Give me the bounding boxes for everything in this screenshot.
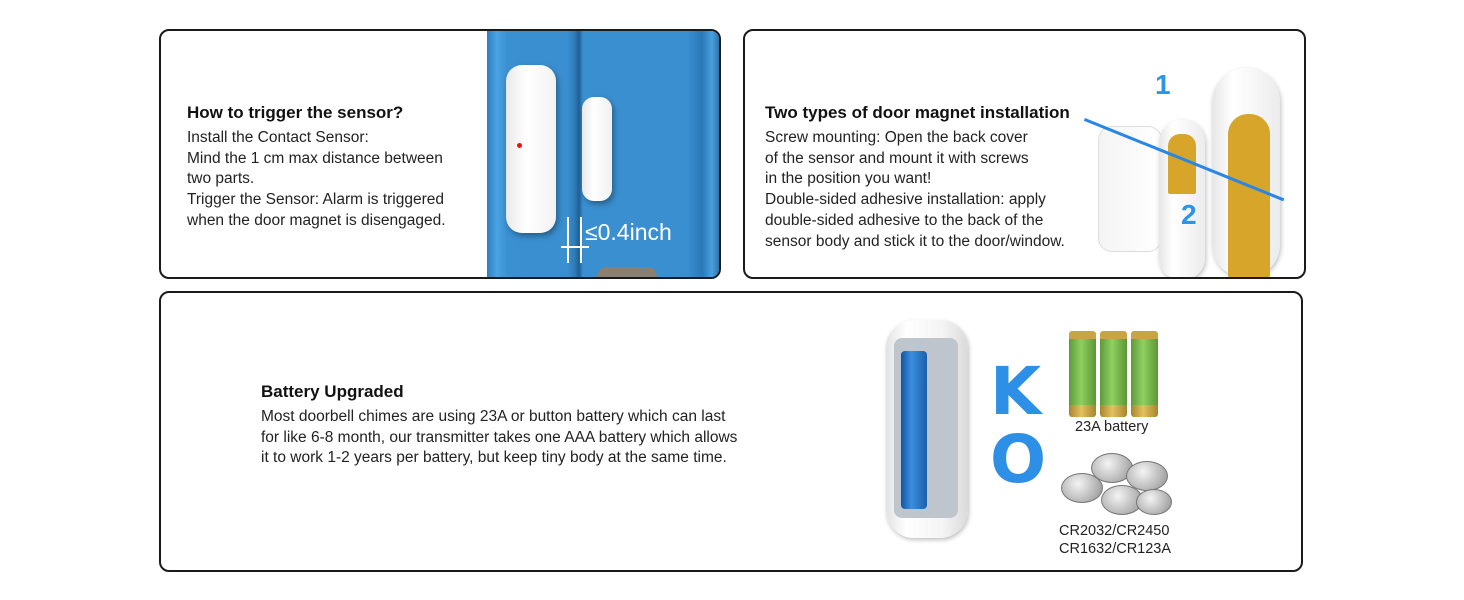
battery-23a-cap [1069, 331, 1096, 339]
installation-line: in the position you want! [765, 170, 932, 188]
trigger-description [187, 128, 446, 232]
trigger-line: Install the Contact Sensor: [187, 129, 369, 146]
battery-23a-base [1131, 405, 1158, 417]
trigger-line: Trigger the Sensor: Alarm is triggered [187, 191, 445, 209]
battery-description [261, 407, 737, 469]
trigger-sensor-panel [159, 29, 721, 279]
sensor-adhesive-pad [1228, 114, 1270, 279]
battery-line: for like 6-8 month, our transmitter takes one AAA battery which allows [261, 428, 738, 446]
coin-battery-label-1: CR2032/CR2450 [1059, 523, 1170, 539]
battery-23a-base [1069, 405, 1096, 417]
marker-2: 2 [1181, 199, 1197, 230]
led-indicator [517, 143, 522, 148]
marker-1: 1 [1155, 69, 1171, 100]
battery-23a-base [1100, 405, 1127, 417]
ko-letter-o: O [990, 421, 1047, 498]
battery-line: it to work 1-2 years per battery, but keep tiny body at the same time. [261, 449, 727, 467]
battery-23a-cap [1100, 331, 1127, 339]
distance-line-cross [561, 246, 589, 248]
aaa-battery [901, 351, 927, 509]
installation-description [765, 128, 1065, 252]
battery-title: Battery Upgraded [261, 382, 404, 401]
installation-line: of the sensor and mount it with screws [765, 149, 1029, 167]
trigger-title: How to trigger the sensor? [187, 103, 404, 122]
installation-line: Screw mounting: Open the back cover [765, 129, 1028, 146]
installation-panel [743, 29, 1306, 279]
battery-line: Most doorbell chimes are using 23A or button battery which can last [261, 408, 726, 425]
installation-line: double-sided adhesive to the back of the [765, 211, 1044, 229]
sensor-main-unit [506, 65, 556, 233]
trigger-line: two parts. [187, 170, 255, 188]
ko-letter-k: K [990, 353, 1042, 430]
battery-23a-label: 23A battery [1075, 419, 1149, 435]
door-knob [597, 267, 657, 279]
installation-line: sensor body and stick it to the door/window. [765, 232, 1065, 250]
door-sensor-photo [487, 31, 721, 279]
trigger-line: Mind the 1 cm max distance between [187, 149, 443, 167]
installation-title: Two types of door magnet installation [765, 103, 1070, 122]
distance-label: ≤0.4inch [585, 219, 672, 245]
trigger-line: when the door magnet is disengaged. [187, 211, 446, 229]
installation-line: Double-sided adhesive installation: apply [765, 191, 1046, 209]
sensor-magnet [582, 97, 612, 201]
coin-battery [1061, 473, 1103, 503]
distance-line-left [567, 217, 569, 263]
coin-battery-label-2: CR1632/CR123A [1059, 541, 1172, 557]
coin-battery [1136, 489, 1172, 515]
battery-panel [159, 291, 1303, 572]
battery-23a-cap [1131, 331, 1158, 339]
distance-line-right [580, 217, 582, 263]
